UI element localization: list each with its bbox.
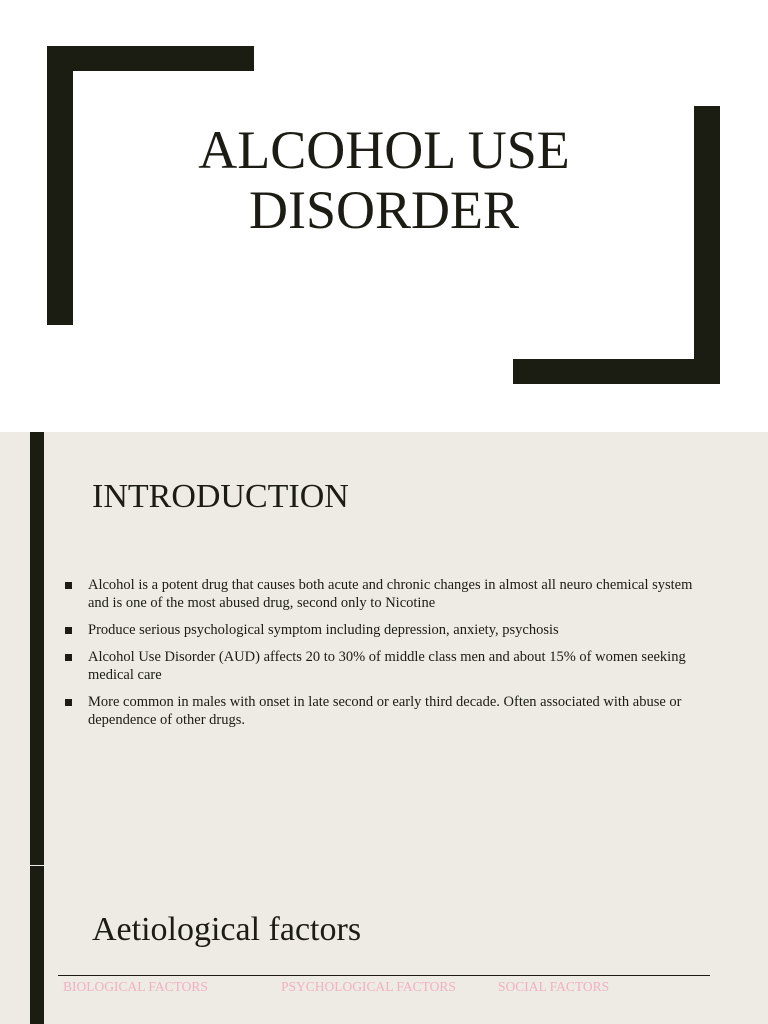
bullet-item [63,648,703,684]
square-bullet-icon [65,582,72,589]
slide-accent-bar [30,866,44,1024]
bullet-item [63,693,703,729]
factor-psychological: PSYCHOLOGICAL FACTORS [281,979,456,994]
square-bullet-icon [65,627,72,634]
aetiology-heading: Aetiological factors [92,911,362,948]
title-line-2: DISORDER [248,180,520,240]
bullet-text: Alcohol is a potent drug that causes both acute and chronic changes in almost all neuro chemical system and is one of the most abused drug, second only to Nicotine [88,577,693,611]
bullet-text: Produce serious psychological symptom including depression, anxiety, psychosis [88,622,559,638]
corner-bracket-bottom-right [513,359,720,384]
bullet-item [63,576,703,612]
slide-title [0,120,768,240]
factor-social: SOCIAL FACTORS [498,979,610,994]
bullet-item [63,621,703,639]
aetiology-slide [0,865,768,1024]
square-bullet-icon [65,654,72,661]
introduction-bullet-list [63,576,703,738]
factor-biological: BIOLOGICAL FACTORS [63,979,208,994]
introduction-slide [0,432,768,865]
title-line-1: ALCOHOL USE [198,120,570,180]
bullet-text: More common in males with onset in late second or early third decade. Often associated with abuse or dependence of other drugs. [88,694,682,728]
title-slide [0,0,768,432]
square-bullet-icon [65,699,72,706]
corner-bracket-top-left [47,46,254,71]
bullet-text: Alcohol Use Disorder (AUD) affects 20 to 30% of middle class men and about 15% of women seeking medical care [88,649,686,683]
slide-accent-bar [30,432,44,865]
divider [58,975,710,976]
introduction-heading: INTRODUCTION [92,478,349,515]
